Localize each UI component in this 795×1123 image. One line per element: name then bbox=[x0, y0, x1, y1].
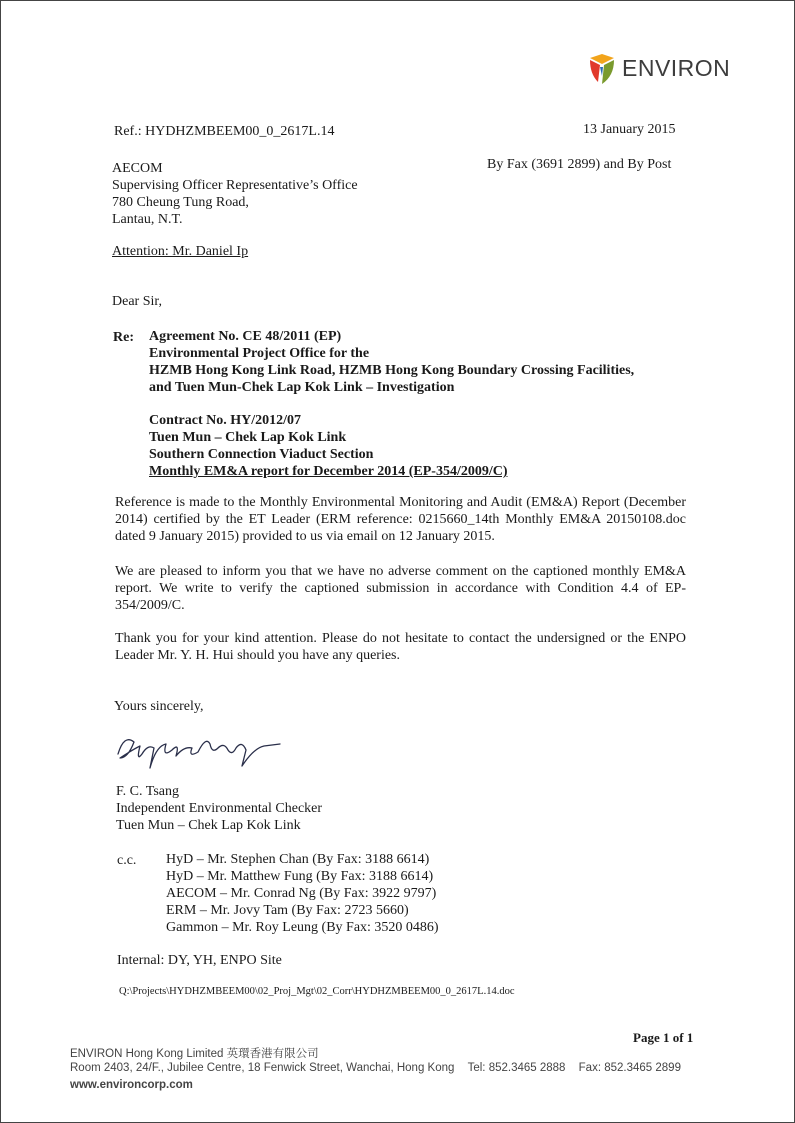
signatory-name: F. C. Tsang bbox=[116, 784, 179, 799]
subject-line: Environmental Project Office for the bbox=[149, 346, 370, 361]
cc-recipient: HyD – Mr. Matthew Fung (By Fax: 3188 6614) bbox=[166, 869, 434, 884]
subject-line: HZMB Hong Kong Link Road, HZMB Hong Kong Boundary Crossing Facilities, bbox=[149, 363, 635, 378]
footer-company: ENVIRON Hong Kong Limited 英環香港有限公司 bbox=[70, 1048, 319, 1060]
subject-line: Agreement No. CE 48/2011 (EP) bbox=[149, 329, 342, 344]
cc-recipient: Gammon – Mr. Roy Leung (By Fax: 3520 0486) bbox=[166, 920, 439, 935]
re-label: Re: bbox=[113, 330, 134, 345]
cc-recipient: ERM – Mr. Jovy Tam (By Fax: 2723 5660) bbox=[166, 903, 409, 918]
delivery-method: By Fax (3691 2899) and By Post bbox=[487, 157, 672, 172]
file-path: Q:\Projects\HYDHZMBEEM00\02_Proj_Mgt\02_Corr\HYDHZMBEEM00_0_2617L.14.doc bbox=[119, 986, 515, 997]
contract-line: Southern Connection Viaduct Section bbox=[149, 447, 374, 462]
body-paragraph: We are pleased to inform you that we have no adverse comment on the captioned monthly EM&A report. We write to verify the captioned submission in accordance with Condition 4.4 of EP-354/2009/C. bbox=[115, 564, 686, 613]
environ-logo-mark bbox=[586, 52, 618, 86]
footer-street: Room 2403, 24/F., Jubilee Centre, 18 Fenwick Street, Wanchai, Hong Kong bbox=[70, 1062, 455, 1074]
report-title: Monthly EM&A report for December 2014 (EP-354/2009/C) bbox=[149, 464, 508, 479]
contract-line: Tuen Mun – Chek Lap Kok Link bbox=[149, 430, 347, 445]
page-number: Page 1 of 1 bbox=[633, 1030, 694, 1045]
contract-block bbox=[149, 412, 508, 480]
recipient-line: AECOM bbox=[112, 161, 163, 176]
recipient-line: Supervising Officer Representative’s Office bbox=[112, 178, 358, 193]
closing: Yours sincerely, bbox=[114, 699, 204, 714]
cc-recipient: AECOM – Mr. Conrad Ng (By Fax: 3922 9797) bbox=[166, 886, 437, 901]
footer-tel: Tel: 852.3465 2888 bbox=[467, 1062, 566, 1074]
attention-line: Attention: Mr. Daniel Ip bbox=[112, 244, 249, 259]
reference-number: Ref.: HYDHZMBEEM00_0_2617L.14 bbox=[114, 124, 335, 139]
environ-logo bbox=[586, 52, 731, 86]
footer-website[interactable]: www.environcorp.com bbox=[70, 1079, 193, 1091]
recipient-address bbox=[112, 160, 358, 228]
subject-line: and Tuen Mun-Chek Lap Kok Link – Investigation bbox=[149, 380, 455, 395]
cc-list bbox=[166, 851, 439, 936]
contract-line: Contract No. HY/2012/07 bbox=[149, 413, 302, 428]
recipient-line: Lantau, N.T. bbox=[112, 212, 183, 227]
internal-distribution: Internal: DY, YH, ENPO Site bbox=[117, 953, 282, 968]
footer-address bbox=[70, 1062, 681, 1074]
signatory-project: Tuen Mun – Chek Lap Kok Link bbox=[116, 818, 301, 833]
signatory-block bbox=[116, 783, 322, 834]
environ-logo-text: ENVIRON bbox=[622, 55, 731, 81]
cc-label: c.c. bbox=[117, 853, 137, 868]
handwritten-signature bbox=[114, 728, 284, 776]
subject-block bbox=[149, 328, 634, 396]
salutation: Dear Sir, bbox=[112, 294, 162, 309]
signatory-title: Independent Environmental Checker bbox=[116, 801, 323, 816]
cc-recipient: HyD – Mr. Stephen Chan (By Fax: 3188 6614) bbox=[166, 852, 430, 867]
body-paragraph: Thank you for your kind attention. Please do not hesitate to contact the undersigned or the ENPO Leader Mr. Y. H. Hui should you have any queries. bbox=[115, 631, 686, 663]
body-paragraph: Reference is made to the Monthly Environmental Monitoring and Audit (EM&A) Report (December 2014) certified by the ET Leader (ERM reference: 0215660_14th Monthly EM&A 20150108.doc dated 9 January 2015) provided to us via email on 12 January 2015. bbox=[115, 495, 686, 544]
letter-date: 13 January 2015 bbox=[583, 122, 676, 137]
recipient-line: 780 Cheung Tung Road, bbox=[112, 195, 249, 210]
footer-fax: Fax: 852.3465 2899 bbox=[578, 1062, 681, 1074]
